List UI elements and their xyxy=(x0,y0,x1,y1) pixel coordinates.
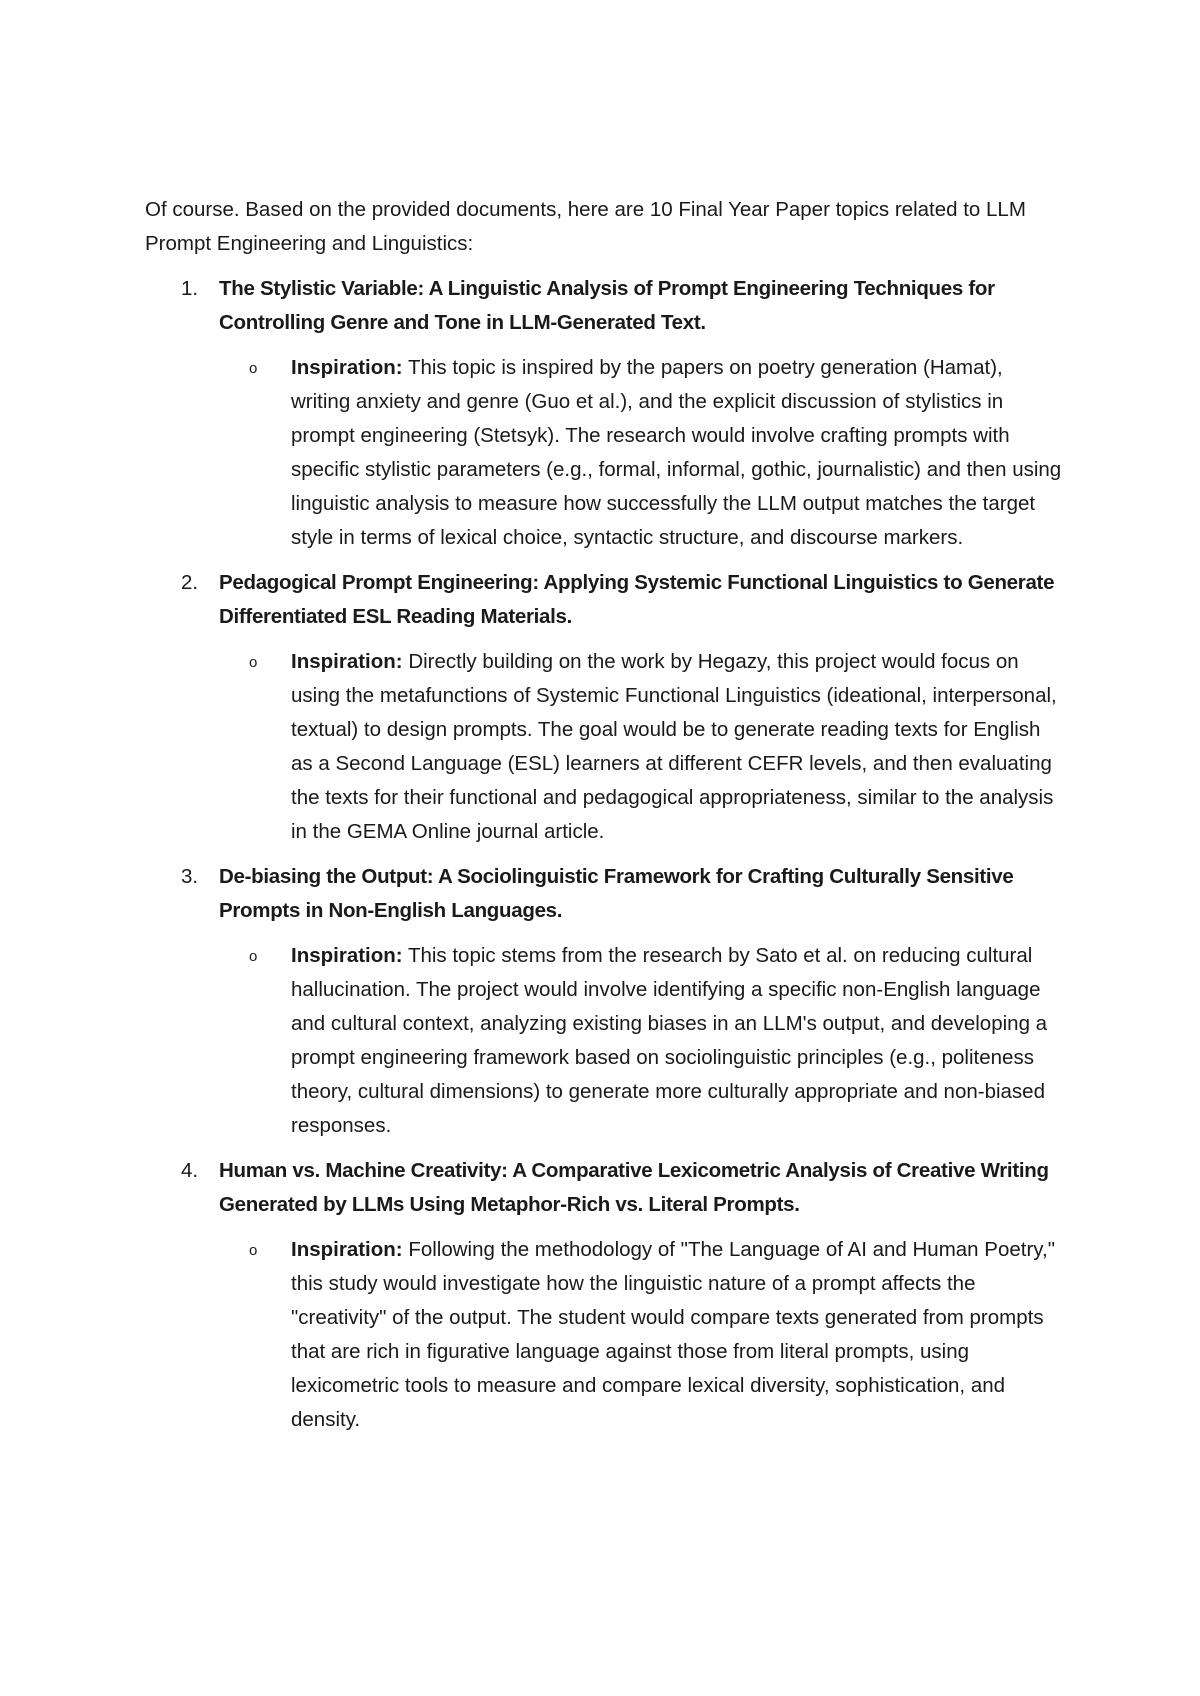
topic-number: 4. xyxy=(181,1159,199,1182)
inspiration-body: This topic is inspired by the papers on poetry generation (Hamat), writing anxiety and genre (Guo et al.), and the explicit discussion of stylistics in prompt engineering (Stetsyk). The research would involve crafting prompts with specific stylistic parameters (e.g., formal, informal, gothic, journalistic) and then using linguistic analysis to measure how successfully the LLM output matches the target style in terms of lexical choice, syntactic structure, and discourse markers. xyxy=(291,356,1062,549)
inspiration-bullet xyxy=(145,645,1065,849)
inspiration-bullet xyxy=(145,351,1065,555)
topic-item xyxy=(145,1154,1065,1437)
intro-paragraph: Of course. Based on the provided documents, here are 10 Final Year Paper topics related to LLM Prompt Engineering and Linguistics: xyxy=(145,198,1026,255)
topic-number: 1. xyxy=(181,277,199,300)
inspiration-body: This topic stems from the research by Sato et al. on reducing cultural hallucination. The project would involve identifying a specific non-English language and cultural context, analyzing existing biases in an LLM's output, and developing a prompt engineering framework based on sociolinguistic principles (e.g., politeness theory, cultural dimensions) to generate more culturally appropriate and non-biased responses. xyxy=(291,944,1048,1137)
circle-bullet-icon: o xyxy=(249,360,258,377)
topic-title: De-biasing the Output: A Sociolinguistic Framework for Crafting Culturally Sensitive Prompts in Non-English Languages. xyxy=(219,865,1014,922)
inspiration-body: Following the methodology of "The Language of AI and Human Poetry," this study would investigate how the linguistic nature of a prompt affects the "creativity" of the output. The student would compare texts generated from prompts that are rich in figurative language against those from literal prompts, using lexicometric tools to measure and compare lexical diversity, sophistication, and density. xyxy=(291,1238,1055,1431)
inspiration-text xyxy=(291,1233,1065,1437)
circle-bullet-icon: o xyxy=(249,1242,258,1259)
inspiration-text xyxy=(291,645,1065,849)
circle-bullet-icon: o xyxy=(249,948,258,965)
inspiration-label: Inspiration: xyxy=(291,944,403,967)
topic-title: The Stylistic Variable: A Linguistic Analysis of Prompt Engineering Techniques for Controlling Genre and Tone in LLM-Generated Text. xyxy=(219,277,995,334)
topic-number: 2. xyxy=(181,571,199,594)
inspiration-body: Directly building on the work by Hegazy, this project would focus on using the metafunctions of Systemic Functional Linguistics (ideational, interpersonal, textual) to design prompts. The goal would be to generate reading texts for English as a Second Language (ESL) learners at different CEFR levels, and then evaluating the texts for their functional and pedagogical appropriateness, similar to the analysis in the GEMA Online journal article. xyxy=(291,650,1057,843)
circle-bullet-icon: o xyxy=(249,654,258,671)
topic-title: Pedagogical Prompt Engineering: Applying Systemic Functional Linguistics to Generate Differentiated ESL Reading Materials. xyxy=(219,571,1055,628)
topic-item xyxy=(145,566,1065,849)
inspiration-text xyxy=(291,939,1065,1143)
inspiration-bullet xyxy=(145,1233,1065,1437)
inspiration-label: Inspiration: xyxy=(291,650,403,673)
inspiration-label: Inspiration: xyxy=(291,356,403,379)
inspiration-bullet xyxy=(145,939,1065,1143)
inspiration-text xyxy=(291,351,1065,555)
topic-item xyxy=(145,272,1065,555)
document-page xyxy=(145,193,1065,1448)
topic-number: 3. xyxy=(181,865,199,888)
topic-item xyxy=(145,860,1065,1143)
topic-title: Human vs. Machine Creativity: A Comparative Lexicometric Analysis of Creative Writing Generated by LLMs Using Metaphor-Rich vs. Literal Prompts. xyxy=(219,1159,1049,1216)
inspiration-label: Inspiration: xyxy=(291,1238,403,1261)
